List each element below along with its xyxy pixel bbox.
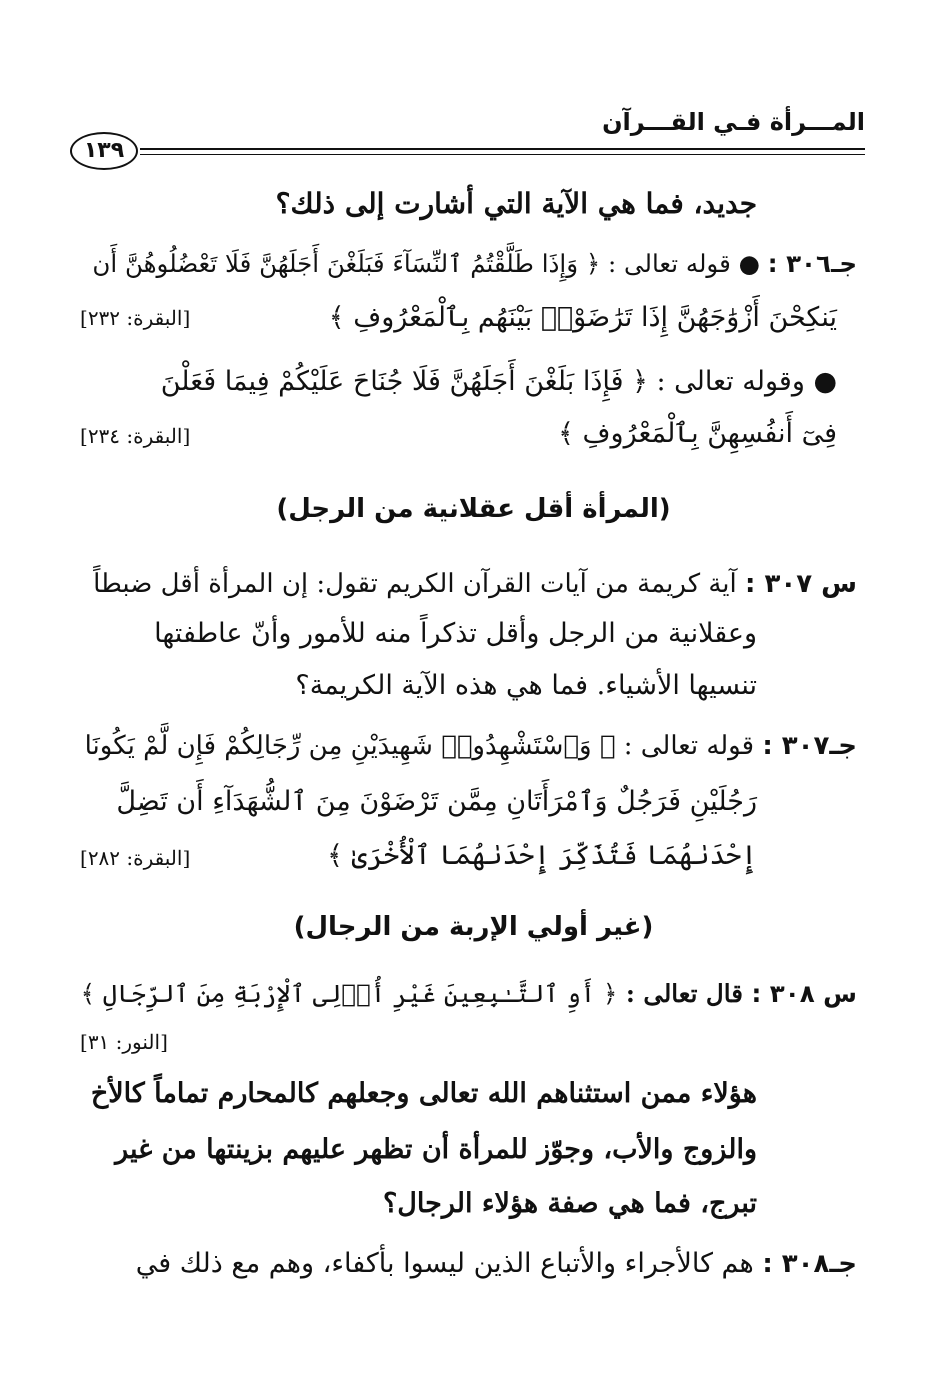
answer-308-line-1 <box>80 1244 857 1284</box>
section-heading: (غير أولي الإربة من الرجال) <box>293 912 654 942</box>
question-307-line-3: تنسيها الأشياء. فما هي هذه الآية الكريمة؟ <box>295 670 757 701</box>
verse-reference: [البقرة: ٢٨٢] <box>80 846 191 870</box>
question-label: س ٣٠٧ : <box>745 569 857 599</box>
quran-verse: ﴿ فَإِذَا بَلَغْنَ أَجَلَهُنَّ فَلَا جُنَاحَ عَلَيْكُمْ فِيمَا فَعَلْنَ <box>160 366 648 397</box>
running-title: المـــرأة فـي القـــرآن <box>602 108 865 136</box>
answer-306-line-1 <box>80 244 857 284</box>
question-308-line-4: تبرج، فما هي صفة هؤلاء الرجال؟ <box>382 1188 757 1219</box>
question-308-line-1 <box>80 974 857 1014</box>
answer-307-line-1 <box>80 726 857 766</box>
answer-label: جـ٣٠٦ : <box>767 249 857 278</box>
question-label: س ٣٠٨ : <box>751 979 857 1008</box>
answer-306-line-4 <box>80 414 837 454</box>
quran-verse: فِىٓ أَنفُسِهِنَّ بِٱلْمَعْرُوفِ ﴾ <box>558 418 837 449</box>
question-307-line-2: وعقلانية من الرجل وأقل تذكراً منه للأمور وأنّ عاطفتها <box>154 618 757 649</box>
question-307-line-1 <box>80 564 857 604</box>
answer-306-line-2 <box>80 298 837 338</box>
intro-text: قال تعالى : <box>625 979 743 1008</box>
quran-verse: يَنكِحْنَ أَزْوَٰجَهُنَّ إِذَا تَرَٰضَوْا۟ بَيْنَهُم بِٱلْمَعْرُوفِ ﴾ <box>328 302 837 333</box>
header-rule-thin <box>140 154 865 155</box>
quran-verse: ﴿ وَٱسْتَشْهِدُوا۟ شَهِيدَيْنِ مِن رِّجَالِكُمْ فَإِن لَّمْ يَكُونَا <box>84 731 616 761</box>
question-text: آية كريمة من آيات القرآن الكريم تقول: إن المرأة أقل ضبطاً <box>93 569 737 599</box>
answer-label: جـ٣٠٨ : <box>762 1249 857 1279</box>
answer-306-line-3 <box>80 362 837 402</box>
text-line: جديد، فما هي الآية التي أشارت إلى ذلك؟ <box>275 187 757 220</box>
question-308-line-3: والزوج والأب، وجوّز للمرأة أن تظهر عليهم بزينتها من غير <box>115 1134 757 1165</box>
quran-verse: ﴿ أَوِ ٱلتَّـٰبِعِينَ غَيْرِ أُو۟لِى ٱلْإِرْبَةِ مِنَ ٱلرِّجَالِ ﴾ <box>80 979 618 1008</box>
verse-reference: [البقرة: ٢٣٢] <box>80 306 191 330</box>
quran-verse: ﴿ وَإِذَا طَلَّقْتُمُ ٱلنِّسَآءَ فَبَلَغْنَ أَجَلَهُنَّ فَلَا تَعْضُلُوهُنَّ أَن <box>92 249 601 278</box>
answer-label: جـ٣٠٧ : <box>762 731 857 761</box>
intro-text: ● وقوله تعالى : <box>656 366 837 397</box>
intro-text: ● قوله تعالى : <box>608 249 760 278</box>
question-308-line-2: هؤلاء ممن استثناهم الله تعالى وجعلهم كالمحارم تماماً كالأخ <box>90 1078 757 1109</box>
intro-text: قوله تعالى : <box>623 731 755 761</box>
page-number: ١٣٩ <box>70 132 138 170</box>
answer-307-line-2 <box>80 782 757 822</box>
section-heading: (المرأة أقل عقلانية من الرجل) <box>276 494 671 524</box>
header-rule <box>140 148 865 150</box>
quran-verse: رَجُلَيْنِ فَرَجُلٌ وَٱمْرَأَتَانِ مِمَّن تَرْضَوْنَ مِنَ ٱلشُّهَدَآءِ أَن تَضِلَّ <box>116 786 757 817</box>
verse-reference: [البقرة: ٢٣٤] <box>80 424 191 448</box>
answer-text: هم كالأجراء والأتباع الذين ليسوا بأكفاء، وهم مع ذلك في <box>135 1248 754 1279</box>
page-header <box>70 108 865 168</box>
verse-reference: [النور: ٣١] <box>80 1030 168 1054</box>
quran-verse: إِحْدَىٰهُمَا فَتُذَكِّرَ إِحْدَىٰهُمَا ٱلْأُخْرَىٰ ﴾ <box>327 840 757 871</box>
